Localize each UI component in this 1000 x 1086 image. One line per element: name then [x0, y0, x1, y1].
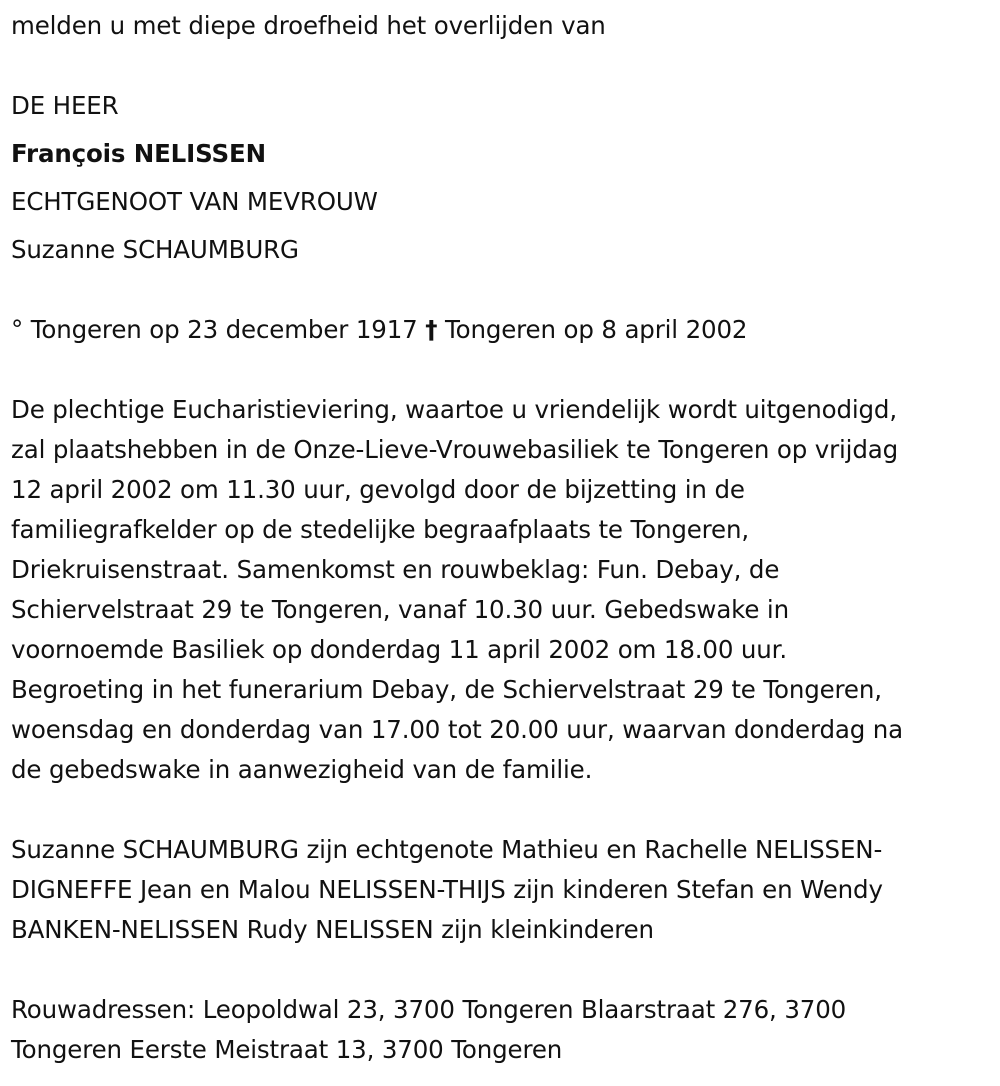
birth-date: ° Tongeren op 23 december 1917	[11, 315, 418, 344]
ceremony-line: De plechtige Eucharistieviering, waartoe u vriendelijk wordt uitgenodigd,	[11, 395, 897, 424]
family-line: BANKEN-NELISSEN Rudy NELISSEN zijn kleinkinderen	[11, 915, 654, 944]
family-line: DIGNEFFE Jean en Malou NELISSEN-THIJS zijn kinderen Stefan en Wendy	[11, 875, 883, 904]
honorific: DE HEER	[11, 91, 119, 120]
address-line: Rouwadressen: Leopoldwal 23, 3700 Tongeren Blaarstraat 276, 3700	[11, 995, 847, 1024]
family-line: Suzanne SCHAUMBURG zijn echtgenote Mathieu en Rachelle NELISSEN-	[11, 835, 883, 864]
spouse-name: Suzanne SCHAUMBURG	[11, 235, 299, 264]
ceremony-line: 12 april 2002 om 11.30 uur, gevolgd door de bijzetting in de	[11, 475, 745, 504]
deceased-block	[11, 88, 378, 280]
dates-text	[11, 312, 747, 360]
intro-block	[11, 8, 606, 56]
address-line: Tongeren Eerste Meistraat 13, 3700 Tongeren	[11, 1035, 563, 1064]
ceremony-line: voornoemde Basiliek op donderdag 11 april 2002 om 18.00 uur.	[11, 635, 787, 664]
intro-text: melden u met diepe droefheid het overlijden van	[11, 11, 606, 40]
ceremony-line: Begroeting in het funerarium Debay, de Schiervelstraat 29 te Tongeren,	[11, 675, 882, 704]
deceased-name: François NELISSEN	[11, 139, 266, 168]
ceremony-line: zal plaatshebben in de Onze-Lieve-Vrouwebasiliek te Tongeren op vrijdag	[11, 435, 898, 464]
cross-icon: †	[425, 315, 438, 344]
ceremony-line: woensdag en donderdag van 17.00 tot 20.00 uur, waarvan donderdag na	[11, 715, 904, 744]
ceremony-line: Driekruisenstraat. Samenkomst en rouwbeklag: Fun. Debay, de	[11, 555, 780, 584]
ceremony-line: de gebedswake in aanwezigheid van de familie.	[11, 755, 593, 784]
ceremony-line: familiegrafkelder op de stedelijke begraafplaats te Tongeren,	[11, 515, 749, 544]
spouse-label: ECHTGENOOT VAN MEVROUW	[11, 187, 378, 216]
dates-line	[11, 312, 747, 360]
death-date: Tongeren op 8 april 2002	[444, 315, 748, 344]
address-paragraph	[11, 990, 846, 1070]
ceremony-line: Schiervelstraat 29 te Tongeren, vanaf 10.30 uur. Gebedswake in	[11, 595, 789, 624]
ceremony-paragraph	[11, 390, 903, 790]
family-paragraph	[11, 830, 883, 950]
